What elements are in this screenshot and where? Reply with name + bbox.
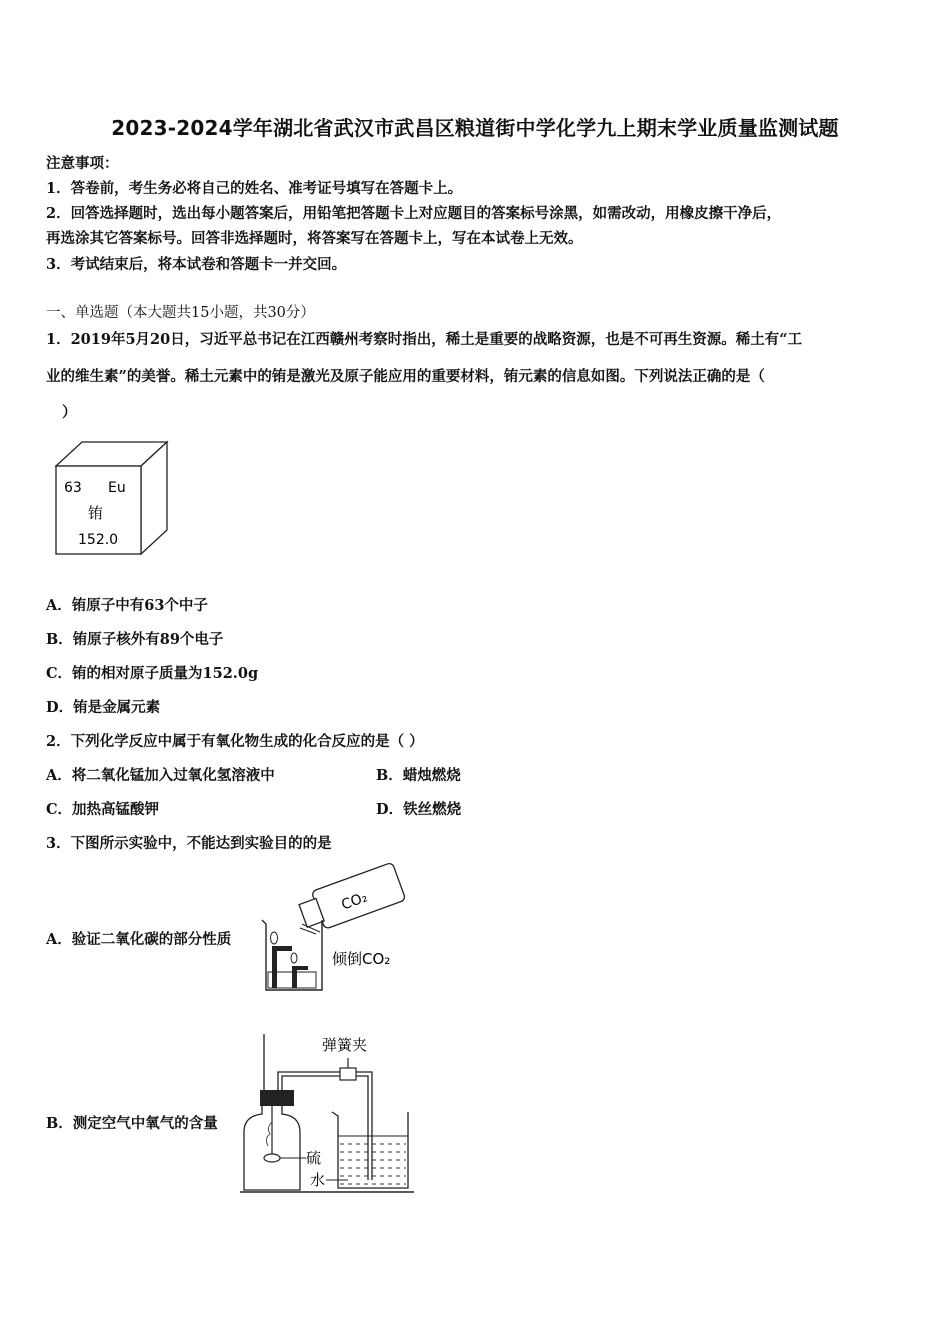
notice-item: 1．答卷前，考生务必将自己的姓名、准考证号填写在答题卡上。 <box>46 180 463 197</box>
element-name: 铕 <box>88 504 104 522</box>
q2-option-b: B．蜡烛燃烧 <box>376 767 461 784</box>
q1-option-b: B．铕原子核外有89个电子 <box>46 631 224 648</box>
water-label: 水 <box>310 1171 326 1189</box>
q2-option-c: C．加热高锰酸钾 <box>46 801 160 818</box>
section-heading: 一、单选题（本大题共15小题，共30分） <box>46 305 315 321</box>
q2-stem: 2．下列化学反应中属于有氧化物生成的化合反应的是（ ） <box>46 733 424 750</box>
q1-stem-line: 1．2019年5月20日，习近平总书记在江西赣州考察时指出，稀土是重要的战略资源，也是不可再生资源。稀土有“工 <box>46 331 803 348</box>
q2-option-d: D．铁丝燃烧 <box>376 801 462 818</box>
q1-option-c: C．铕的相对原子质量为152.0g <box>46 665 259 682</box>
q2-option-a: A．将二氧化锰加入过氧化氢溶液中 <box>46 767 275 784</box>
notice-heading: 注意事项： <box>46 155 119 172</box>
q3-option-a-label: A．验证二氧化碳的部分性质 <box>46 931 232 948</box>
q1-option-a: A．铕原子中有63个中子 <box>46 597 208 614</box>
q1-option-d: D．铕是金属元素 <box>46 699 161 716</box>
notice-item: 3．考试结束后，将本试卷和答题卡一并交回。 <box>46 256 347 273</box>
sulfur-label: 硫 <box>306 1149 322 1167</box>
element-number: 63 <box>64 480 82 496</box>
q3-option-b-label: B．测定空气中氧气的含量 <box>46 1115 218 1132</box>
oxygen-measure-figure <box>238 1030 418 1196</box>
clamp-label: 弹簧夹 <box>322 1036 368 1054</box>
notice-item: 2．回答选择题时，选出每小题答案后，用铅笔把答题卡上对应题目的答案标号涂黑，如需改动，用橡皮擦干净后， <box>46 205 782 222</box>
pour-label: 倾倒CO₂ <box>332 950 391 968</box>
q3-stem: 3．下图所示实验中，不能达到实验目的的是 <box>46 835 332 852</box>
co2-pour-figure <box>258 862 408 996</box>
page-title: 2023-2024学年湖北省武汉市武昌区粮道街中学化学九上期末学业质量监测试题 <box>111 116 839 140</box>
element-mass: 152.0 <box>78 532 119 548</box>
element-symbol: Eu <box>108 480 126 496</box>
element-cube-figure <box>52 440 172 556</box>
q1-stem-line: ） <box>62 404 77 421</box>
notice-item: 再选涂其它答案标号。回答非选择题时，将答案写在答题卡上，写在本试卷上无效。 <box>46 230 583 247</box>
q1-stem-line: 业的维生素”的美誉。稀土元素中的铕是激光及原子能应用的重要材料，铕元素的信息如图。下列说法正确的是（ <box>46 368 765 385</box>
bottle-label: CO₂ <box>339 889 370 914</box>
